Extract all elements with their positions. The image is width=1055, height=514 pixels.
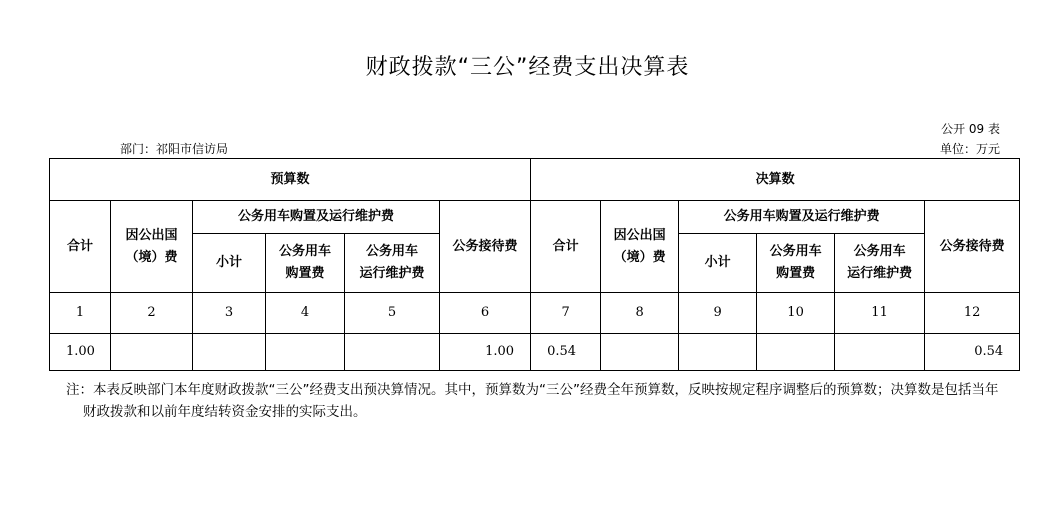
final-operation-header — [835, 234, 925, 293]
final-reception-header: 公务接待费 — [925, 201, 1020, 293]
value-cell — [111, 334, 193, 371]
budget-abroad-header-line2: （境）费 — [125, 249, 178, 265]
column-number: 3 — [193, 293, 266, 334]
budget-purchase-header — [266, 234, 345, 293]
budget-purchase-header-line2: 购置费 — [285, 266, 325, 281]
value-cell: 1.00 — [50, 334, 111, 371]
final-vehicle-group-header: 公务用车购置及运行维护费 — [679, 201, 925, 234]
column-header-row-1 — [50, 201, 1020, 234]
budget-operation-header-line2: 运行维护费 — [359, 266, 425, 281]
budget-vehicle-group-header: 公务用车购置及运行维护费 — [193, 201, 440, 234]
budget-group-header: 预算数 — [50, 159, 531, 201]
value-cell — [679, 334, 757, 371]
form-number: 公开 09 表 — [941, 122, 1000, 136]
budget-purchase-header-line1: 公务用车 — [278, 244, 331, 259]
column-number: 12 — [925, 293, 1020, 334]
final-subtotal-header: 小计 — [679, 234, 757, 293]
value-cell: 1.00 — [440, 334, 531, 371]
column-number: 11 — [835, 293, 925, 334]
budget-subtotal-header: 小计 — [193, 234, 266, 293]
column-number: 10 — [757, 293, 835, 334]
final-purchase-header-line1: 公务用车 — [769, 244, 822, 259]
budget-operation-header — [345, 234, 440, 293]
group-header-row — [50, 159, 1020, 201]
value-cell — [601, 334, 679, 371]
unit-label: 单位：万元 — [939, 142, 1000, 156]
value-cell — [757, 334, 835, 371]
final-operation-header-line1: 公务用车 — [853, 244, 906, 259]
value-cell — [345, 334, 440, 371]
budget-operation-header-line1: 公务用车 — [365, 244, 418, 259]
value-cell — [193, 334, 266, 371]
column-number: 2 — [111, 293, 193, 334]
final-operation-header-line2: 运行维护费 — [847, 266, 913, 281]
budget-total-header: 合计 — [50, 201, 111, 293]
final-purchase-header-line2: 购置费 — [776, 266, 816, 281]
final-group-header: 决算数 — [531, 159, 1020, 201]
final-total-header: 合计 — [531, 201, 601, 293]
final-abroad-header-line2: （境）费 — [613, 249, 666, 265]
value-cell — [266, 334, 345, 371]
column-number: 6 — [440, 293, 531, 334]
value-cell — [835, 334, 925, 371]
footnote: 注：本表反映部门本年度财政拨款“三公”经费支出预决算情况。其中，预算数为“三公”经费全年预算数，反映按规定程序调整后的预算数；决算数是包括当年财政拨款和以前年度结转资金安排的实际支出。 — [66, 382, 999, 420]
value-cell: 0.54 — [531, 334, 601, 371]
value-cell: 0.54 — [925, 334, 1020, 371]
final-abroad-header-line1: 因公出国 — [613, 227, 666, 243]
column-number-row — [50, 293, 1020, 334]
value-row — [50, 334, 1020, 371]
budget-reception-header: 公务接待费 — [440, 201, 531, 293]
column-number: 1 — [50, 293, 111, 334]
department-label: 部门：祁阳市信访局 — [120, 142, 229, 156]
page-title: 财政拨款“三公”经费支出决算表 — [365, 55, 690, 80]
expenditure-table — [49, 158, 1020, 371]
column-number: 8 — [601, 293, 679, 334]
column-number: 4 — [266, 293, 345, 334]
column-number: 5 — [345, 293, 440, 334]
final-abroad-header — [601, 201, 679, 293]
budget-abroad-header — [111, 201, 193, 293]
column-number: 9 — [679, 293, 757, 334]
column-number: 7 — [531, 293, 601, 334]
budget-abroad-header-line1: 因公出国 — [125, 227, 178, 243]
final-purchase-header — [757, 234, 835, 293]
